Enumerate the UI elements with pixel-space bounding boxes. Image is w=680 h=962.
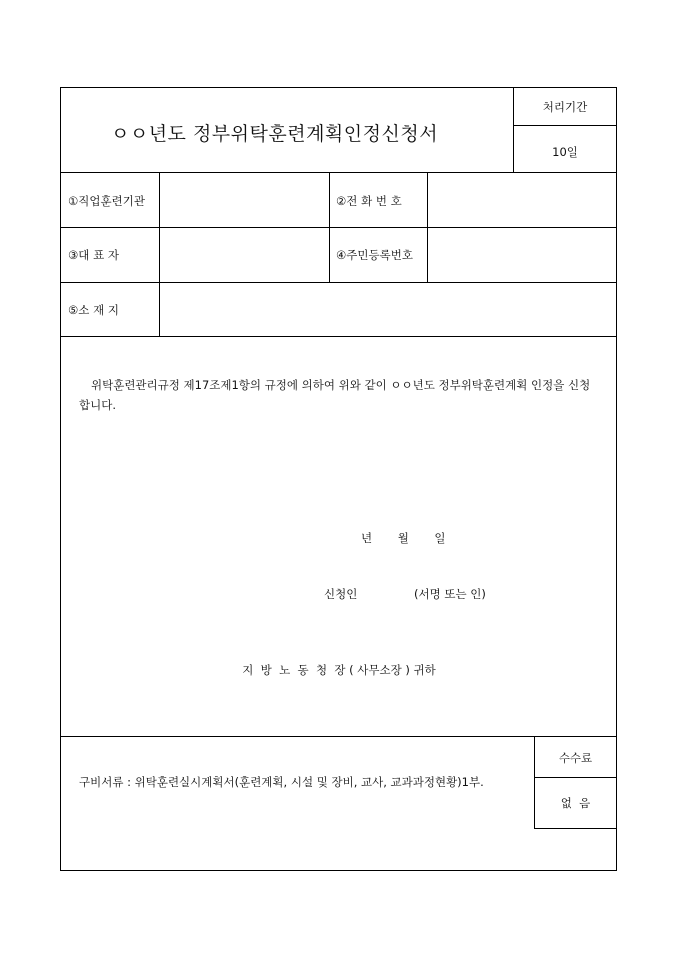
representative-label: ③대 표 자 [68,248,119,262]
processing-period-value: 10일 [552,145,578,159]
form-title: ㅇㅇ년도 정부위탁훈련계획인정신청서 [111,123,439,145]
row3-bottom-line [61,336,617,337]
addressee: 지 방 노 동 청 장 ( 사무소장 ) 귀하 [242,663,436,677]
address-label: ⑤소 재 지 [68,303,119,317]
applicant-label: 신청인 [324,587,358,601]
institution-field[interactable] [160,173,328,226]
representative-field[interactable] [160,228,328,281]
application-form [60,87,617,871]
resident-number-field[interactable] [428,228,616,281]
processing-divider [513,125,617,126]
date-line: 년 월 일 [361,531,446,545]
application-statement: 위탁훈련관리규정 제17조제1항의 규정에 의하여 위와 같이 ㅇㅇ년도 정부위탁훈련계획 인정을 신청합니다. [79,378,591,412]
processing-period-label: 처리기간 [542,100,588,114]
resident-number-label: ④주민등록번호 [336,248,413,262]
required-documents: 구비서류 : 위탁훈련실시계획서(훈련계획, 시설 및 장비, 교사, 교과과정현황)1부. [79,775,484,789]
phone-field[interactable] [428,173,616,226]
phone-label: ②전 화 번 호 [336,194,402,208]
fee-label: 수수료 [558,751,593,765]
signature-note: (서명 또는 인) [414,587,486,601]
fee-divider [534,777,617,778]
address-field[interactable] [160,283,616,335]
institution-label: ①직업훈련기관 [68,194,145,208]
fee-bottom-line [534,828,617,829]
fee-value: 없 음 [560,796,591,810]
